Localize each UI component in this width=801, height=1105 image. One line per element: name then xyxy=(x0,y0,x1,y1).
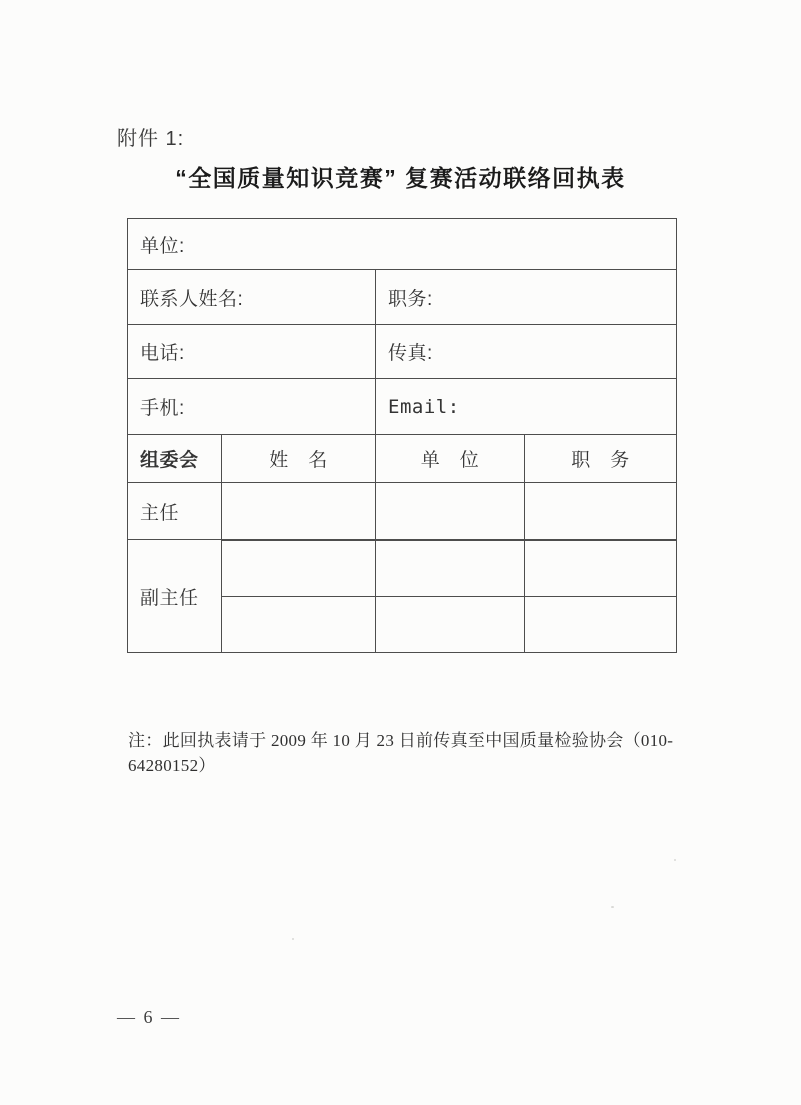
email-label-cell: Email: xyxy=(376,379,677,435)
director-unit-cell xyxy=(376,483,525,540)
unit-header-cell: 单 位 xyxy=(376,435,525,483)
name-header-cell: 姓 名 xyxy=(222,435,376,483)
director-name-cell xyxy=(222,483,376,540)
committee-header-row xyxy=(128,435,677,483)
row-contact xyxy=(128,270,677,325)
row-phone-fax xyxy=(128,325,677,379)
deputy-position-cell-3 xyxy=(525,597,677,653)
page-number: — 6 — xyxy=(117,1007,181,1027)
position-label-cell: 职务: xyxy=(376,270,677,325)
reply-form-table xyxy=(127,218,677,653)
position-header-cell: 职 务 xyxy=(525,435,677,483)
committee-header-cell: 组委会 xyxy=(128,435,222,483)
deputy-unit-cell-2 xyxy=(376,541,525,597)
scan-speck xyxy=(292,938,294,940)
attachment-label: 附件 1: xyxy=(117,128,185,150)
deputy-unit-cell-3 xyxy=(376,597,525,653)
director-label-cell: 主任 xyxy=(128,483,222,540)
deputy-name-cell-2 xyxy=(222,541,376,597)
deputy-director-label-cell: 副主任 xyxy=(128,540,222,653)
scan-speck xyxy=(674,859,676,861)
unit-label-cell: 单位: xyxy=(128,219,677,270)
mobile-label-cell: 手机: xyxy=(128,379,376,435)
deputy-name-cell-3 xyxy=(222,597,376,653)
row-unit xyxy=(128,219,677,270)
row-mobile-email xyxy=(128,379,677,435)
contact-name-label-cell: 联系人姓名: xyxy=(128,270,376,325)
phone-label-cell: 电话: xyxy=(128,325,376,379)
director-row xyxy=(128,483,677,540)
fax-label-cell: 传真: xyxy=(376,325,677,379)
scan-speck xyxy=(611,906,614,908)
director-position-cell xyxy=(525,483,677,540)
fax-note: 注：此回执表请于 2009 年 10 月 23 日前传真至中国质量检验协会（010-64280152） xyxy=(128,731,674,775)
page-title: “全国质量知识竞赛” 复赛活动联络回执表 xyxy=(175,165,626,191)
deputy-position-cell-2 xyxy=(525,541,677,597)
